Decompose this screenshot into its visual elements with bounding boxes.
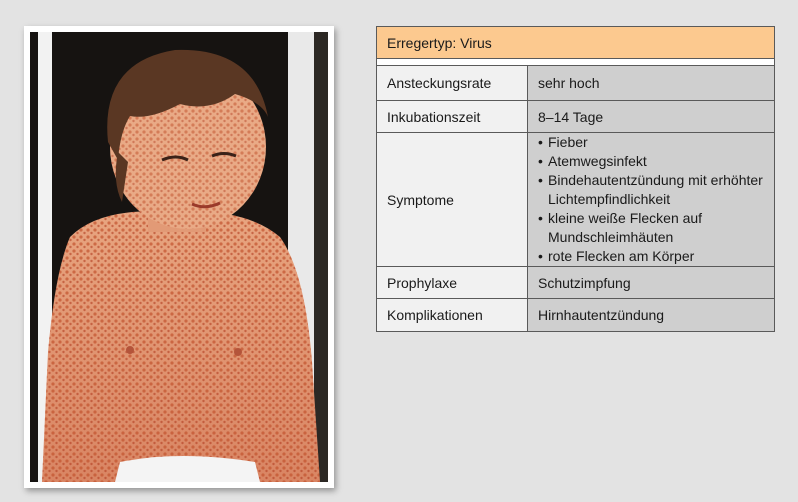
header-spacer xyxy=(377,59,775,66)
info-table xyxy=(376,26,775,332)
table-row xyxy=(377,267,775,299)
symptom-list-cell xyxy=(528,133,775,267)
row-value: sehr hoch xyxy=(528,66,775,101)
list-item: • Atemwegsinfekt xyxy=(538,152,764,171)
row-label: Prophylaxe xyxy=(377,267,528,299)
row-value: Schutzimpfung xyxy=(528,267,775,299)
photo-frame xyxy=(24,26,334,488)
table-row xyxy=(377,133,775,267)
list-item: • kleine weiße Flecken auf Mundschleimhäuten xyxy=(538,209,764,247)
list-item: • Fieber xyxy=(538,133,764,152)
row-value: Hirnhautentzündung xyxy=(528,299,775,332)
list-item: • rote Flecken am Körper xyxy=(538,247,764,266)
child-with-rash-photo xyxy=(30,32,328,482)
table-header: Erregertyp: Virus xyxy=(377,27,775,59)
table-row xyxy=(377,101,775,133)
row-label: Ansteckungsrate xyxy=(377,66,528,101)
row-label: Inkubationszeit xyxy=(377,101,528,133)
table-row xyxy=(377,66,775,101)
table-row xyxy=(377,299,775,332)
symptom-list xyxy=(538,133,764,266)
list-item: • Bindehautentzündung mit erhöhter Lichtempfindlichkeit xyxy=(538,171,764,209)
row-label: Komplikationen xyxy=(377,299,528,332)
row-label: Symptome xyxy=(377,133,528,267)
row-value: 8–14 Tage xyxy=(528,101,775,133)
